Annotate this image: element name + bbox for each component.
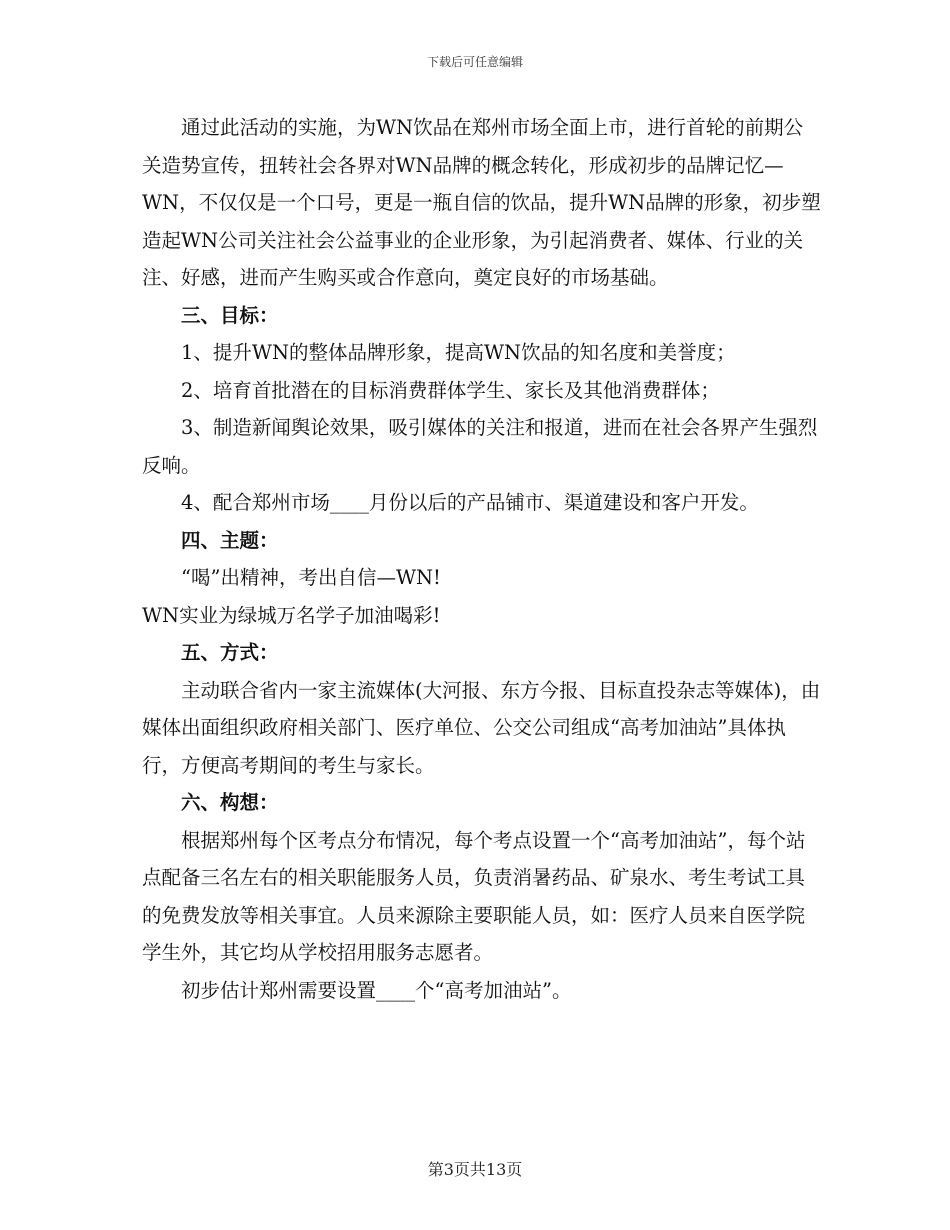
goal-item-1: 1、提升WN的整体品牌形象，提高WN饮品的知名度和美誉度； [181,341,736,364]
concept-paragraph: 根据郑州每个区考点分布情况，每个考点设置一个“高考加油站”，每个站点配备三名左右的相关职能服务人员，负责消暑药品、矿泉水、考生考试工具的免费发放等相关事宜。人员来源除主要职能人员，如：医疗人员来自医学院学生外，其它均从学校招用服务志愿者。 [142,828,806,964]
intro-paragraph: 通过此活动的实施，为WN饮品在郑州市场全面上市，进行首轮的前期公关造势宣传，扭转社会各界对WN品牌的概念转化，形成初步的品牌记忆—WN，不仅仅是一个口号，更是一瓶自信的饮品，提升WN品牌的形象，初步塑造起WN公司关注社会公益事业的企业形象，为引起消费者、媒体、行业的关注、好感，进而产生购买或合作意向，奠定良好的市场基础。 [142,116,821,289]
page-header: 下载后可任意编辑 [426,55,523,69]
document-body [142,109,822,1009]
section-heading-goals: 三、目标： [181,303,279,327]
section-heading-method: 五、方式： [181,641,279,664]
method-paragraph: 主动联合省内一家主流媒体(大河报、东方今报、目标直投杂志等媒体)，由媒体出面组织政府相关部门、医疗单位、公交公司组成“高考加油站”具体执行，方便高考期间的考生与家长。 [142,678,821,777]
theme-slogan-2: WN实业为绿城万名学子加油喝彩! [142,603,441,627]
section-heading-concept: 六、构想： [181,791,279,814]
goal-item-3: 3、制造新闻舆论效果，吸引媒体的关注和报道，进而在社会各界产生强烈反响。 [142,416,818,477]
page-footer: 第3页共13页 [427,1160,523,1179]
theme-slogan-1: “喝”出精神，考出自信—WN! [181,566,441,589]
goal-item-2: 2、培育首批潜在的目标消费群体学生、家长及其他消费群体； [181,378,720,402]
section-heading-theme: 四、主题： [181,528,279,552]
goal-item-4: 4、配合郑州市场____月份以后的产品铺市、渠道建设和客户开发。 [181,491,759,514]
estimate-paragraph: 初步估计郑州需要设置____个“高考加油站”。 [181,978,572,1002]
